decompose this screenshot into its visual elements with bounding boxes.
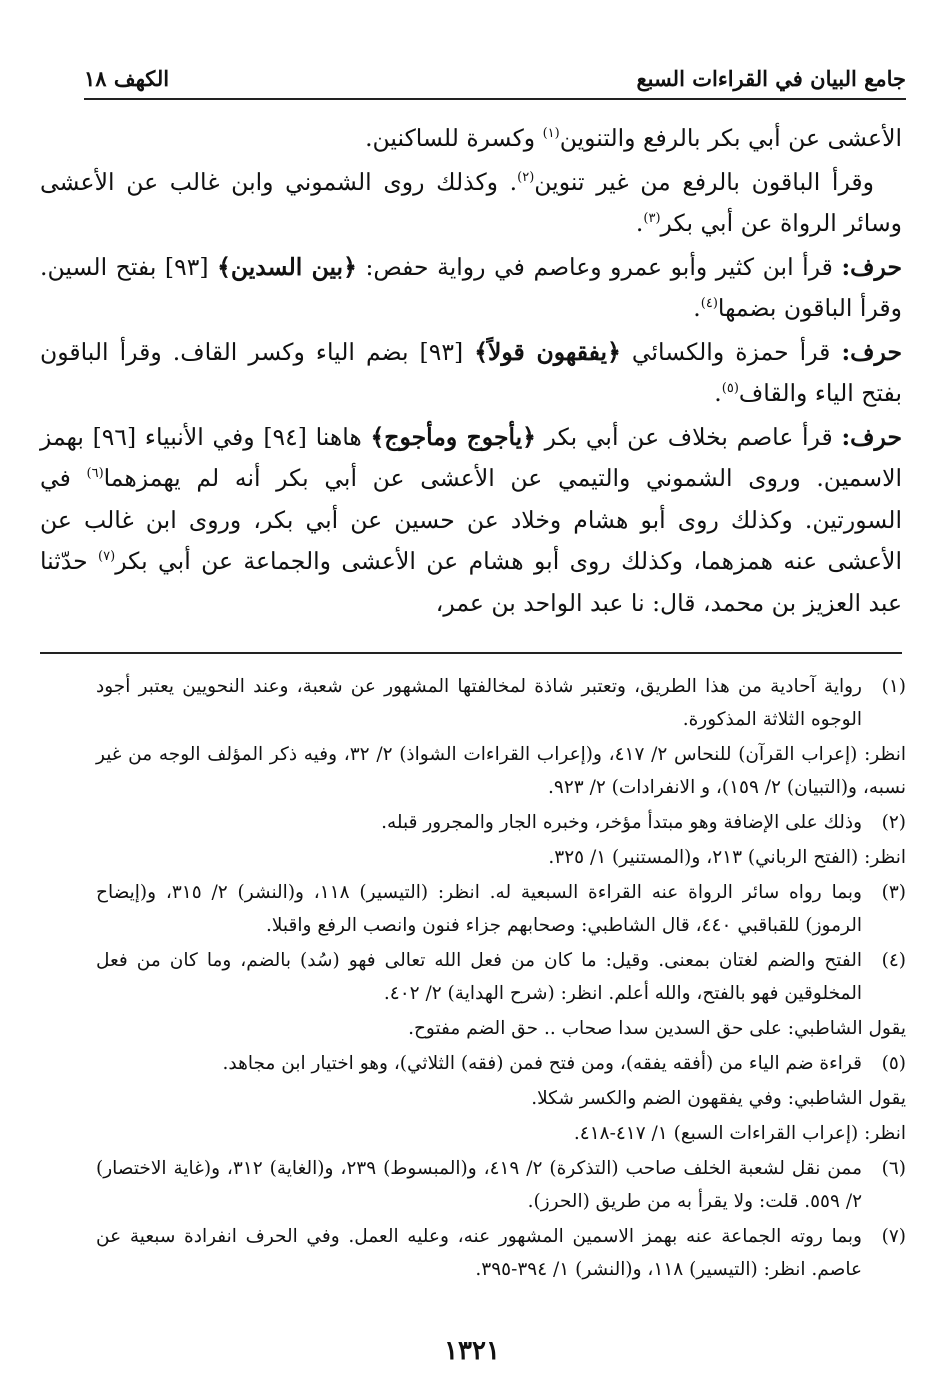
footnote-1 — [96, 670, 906, 736]
text-run: . وكذلك روى الشموني وابن غالب عن الأعشى وسائر الرواة عن أبي بكر — [40, 167, 902, 237]
footnote-text: وبما رواه سائر الرواة عنه القراءة السبعية له. انظر: (التيسير) ١١٨، و(النشر) ٢/ ٣١٥، و(إيضاح الرموز) للقباقبي ٤٤٠، قال الشاطبي: وصحابهم جزاء فنون وانصب الرفع واقبلا. — [96, 882, 862, 936]
footnote-number: (٢) — [881, 812, 906, 833]
footnote-5-quote: يقول الشاطبي: وفي يفقهون الضم والكسر شكلا. — [531, 1088, 906, 1109]
paragraph-2 — [40, 162, 902, 245]
footnote-number: (٥) — [881, 1053, 906, 1074]
text-run: . — [714, 379, 722, 407]
paragraph-3 — [40, 247, 902, 330]
text-run: . — [693, 294, 701, 322]
footnote-number: (٣) — [881, 882, 906, 903]
text-run: الأعشى عن أبي بكر بالرفع والتنوين — [559, 124, 902, 152]
footnote-marker: (٦) — [86, 466, 104, 482]
footnote-7 — [96, 1220, 906, 1286]
text-run: قرأ ابن كثير وأبو عمرو وعاصم في رواية حفص: — [356, 252, 842, 281]
harf-label: حرف: — [841, 422, 902, 451]
text-run: [٩٣] بضم الياء وكسر القاف. وقرأ الباقون بفتح الياء والقاف — [40, 337, 902, 407]
footnote-number: (٦) — [881, 1158, 906, 1179]
footnote-text: ممن نقل لشعبة الخلف صاحب (التذكرة) ٢/ ٤١٩، و(المبسوط) ٢٣٩، و(الغاية) ٣١٢، و(غاية الاختصار) ٢/ ٥٥٩. قلت: ولا يقرأ به من طريق (الحرز). — [96, 1158, 862, 1212]
footnote-marker: (٤) — [700, 296, 718, 312]
text-run: قرأ حمزة والكسائي — [620, 337, 842, 366]
footnote-number: (٤) — [881, 950, 906, 971]
text-run: . — [635, 209, 644, 237]
text-run: وكسرة للساكنين. — [365, 124, 543, 152]
footnote-marker: (٣) — [643, 211, 661, 227]
footnote-text: وبما روته الجماعة عنه بهمز الاسمين المشهور عنه، وعليه العمل. وفي الحرف انفرادة سبعية عن عاصم. انظر: (التيسير) ١١٨، و(النشر) ١/ ٣٩٤-٣٩٥. — [96, 1226, 862, 1280]
quran-word: ﴿يأجوج ومأجوج﴾ — [370, 422, 536, 451]
harf-label: حرف: — [841, 252, 903, 281]
sura-label: الكهف ١٨ — [84, 66, 170, 91]
page-number: ١٣٢١ — [444, 1336, 500, 1366]
footnote-number: (١) — [881, 676, 906, 697]
footnote-text: رواية آحادية من هذا الطريق، وتعتبر شاذة لمخالفتها المشهور عن شعبة، وعند النحويين يعتبر أجود الوجوه الثلاثة المذكورة. — [96, 676, 862, 730]
footnote-marker: (٢) — [517, 169, 535, 185]
footnote-separator — [40, 652, 902, 654]
footnote-3 — [96, 876, 906, 942]
footnote-marker: (١) — [542, 126, 560, 142]
footnote-text: قراءة ضم الياء من (أفقه يفقه)، ومن فتح فمن (فقه) الثلاثي)، وهو اختيار ابن مجاهد. — [222, 1053, 862, 1074]
main-text — [40, 118, 902, 626]
footnotes — [96, 670, 906, 1288]
text-run: وقرأ الباقون بالرفع من غير تنوين — [534, 167, 874, 196]
quran-word: ﴿بين السدين﴾ — [217, 252, 357, 281]
footnote-2 — [96, 806, 906, 839]
footnote-6 — [96, 1152, 906, 1218]
footnote-text: وذلك على الإضافة وهو مبتدأ مؤخر، وخبره الجار والمجرور قبله. — [381, 812, 862, 833]
paragraph-1 — [40, 118, 902, 160]
text-run: قرأ عاصم بخلاف عن أبي بكر — [535, 422, 842, 451]
footnote-number: (٧) — [881, 1226, 906, 1247]
footnote-5 — [96, 1047, 906, 1080]
footnote-5-ref: انظر: (إعراب القراءات السبع) ١/ ٤١٧-٤١٨. — [573, 1123, 906, 1144]
footnote-text: الفتح والضم لغتان بمعنى. وقيل: ما كان من فعل الله تعالى فهو (سُد) بالضم، وما كان من فعل المخلوقين فهو بالفتح، والله أعلم. انظر: (شرح الهداية) ٢/ ٤٠٢. — [96, 950, 862, 1004]
footnote-marker: (٧) — [98, 549, 116, 565]
paragraph-5 — [40, 417, 902, 625]
text-run: في السورتين. وكذلك روى أبو هشام وخلاد عن حسين عن أبي بكر، وروى ابن غالب عن الأعشى عنه همزهما، وكذلك روى أبو هشام عن الأعشى والجماعة عن أبي بكر — [40, 464, 902, 575]
quran-word: ﴿يفقهون قولاً﴾ — [474, 337, 621, 366]
paragraph-4 — [40, 332, 902, 415]
footnote-2-ref: انظر: (الفتح الرباني) ٢١٣، و(المستنير) ١/ ٣٢٥. — [548, 847, 906, 868]
footnote-marker: (٥) — [721, 381, 739, 397]
text-run: [٩٣] بفتح السين. وقرأ الباقون بضمها — [40, 252, 902, 322]
running-header — [84, 60, 906, 100]
text-run: حدّثنا عبد العزيز بن محمد، قال: نا عبد الواحد بن عمر، — [40, 547, 902, 617]
footnote-4 — [96, 944, 906, 1010]
text-run: هاهنا [٩٤] وفي الأنبياء [٩٦] بهمز الاسمين. وروى الشموني والتيمي عن الأعشى عن أبي بكر أنه لم يهمزهما — [40, 422, 902, 492]
footnote-1-ref: انظر: (إعراب القرآن) للنحاس ٢/ ٤١٧، و(إعراب القراءات الشواذ) ٢/ ٣٢، وفيه ذكر المؤلف الوجه من غير نسبه، و(التبيان) ٢/ ١٥٩)، و الانفرادات) ٢/ ٩٢٣. — [96, 744, 906, 798]
footnote-4-quote: يقول الشاطبي: على حق السدين سدا صحاب .. حق الضم مفتوح. — [408, 1018, 906, 1039]
book-title: جامع البيان في القراءات السبع — [636, 66, 906, 91]
harf-label: حرف: — [841, 337, 902, 366]
